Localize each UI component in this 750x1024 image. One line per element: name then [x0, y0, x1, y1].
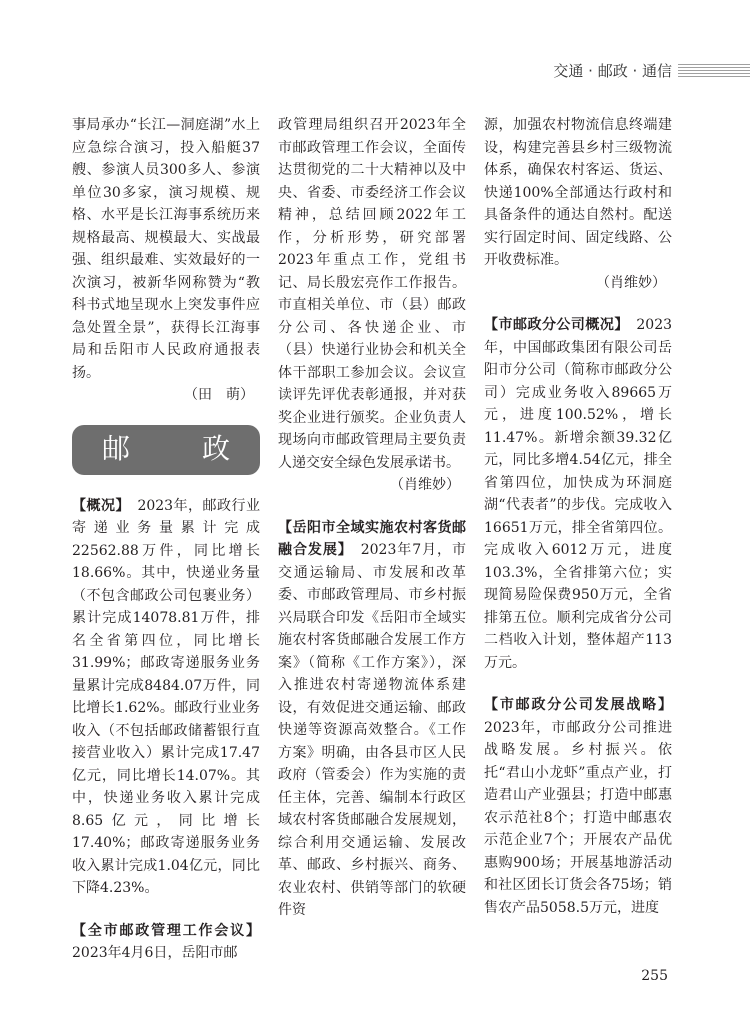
- entry-text: 2023年，中国邮政集团有限公司岳阳市分公司（简称市邮政分公司）完成业务收入89665万元，进度100.52%，增长11.47%。新增余额39.32亿元，同比多增4.54亿元，排全省第四位，加快成为环洞庭湖“代表者”的步伐。完成收入16651万元，排全省第四位。完成收入6012万元，进度103.3%，全省排第六位；实现简易险保费950万元，全省排第五位。顺利完成省分公司二档收入计划，整体超产113万元。: [484, 317, 673, 671]
- paragraph: 事局承办“长江—洞庭湖”水上应急综合演习，投入船艇37艘、参演人员300多人、参演单位30多家，演习规模、规格、水平是长江海事系统历来规格最高、规模最大、实战最强、组织最难、实效最好的一次演习，被新华网称赞为“教科书式地呈现水上突发事件应急处置全景”，获得长江海事局和岳阳市人民政府通报表扬。: [72, 117, 260, 381]
- spacer: [72, 900, 260, 920]
- spacer: [278, 497, 466, 517]
- section-title: 邮 政: [101, 432, 252, 466]
- paragraph: [278, 517, 466, 922]
- running-header-title: 交通 · 邮政 · 通信: [553, 62, 672, 80]
- entry-heading: 【岳阳市全域实施农村客货邮融合发展】: [278, 519, 466, 558]
- entry-text: 2023年7月，市交通运输局、市发展和改革委、市邮政管理局、市乡村振兴局联合印发《岳阳市全域实施农村客货邮融合发展工作方案》（简称《工作方案》），深入推进农村寄递物流体系建设，有效促进交通运输、邮政快递等资源高效整合。《工作方案》明确，由各县市区人民政府（管委会）作为实施的责任主体，完善、编制本行政区域农村客货邮融合发展规划，综合利用交通运输、发展改革、邮政、乡村振兴、商务、农业农村、供销等部门的软硬件资: [278, 542, 467, 918]
- entry-heading: 【市邮政分公司发展战略】: [484, 697, 672, 713]
- spacer: [484, 294, 672, 314]
- section-title-banner: [72, 425, 260, 475]
- text-column-2: [278, 114, 466, 922]
- author-credit: （田 萌）: [184, 387, 254, 403]
- paragraph: [484, 694, 672, 919]
- text-column-3: [484, 114, 672, 919]
- author-credit: （肖维妙）: [596, 274, 666, 291]
- paragraph: [72, 920, 260, 965]
- entry-text: 2023年4月6日，岳阳市邮: [72, 945, 238, 961]
- header-decoration: [678, 64, 750, 78]
- text-column-1: [72, 114, 260, 965]
- page-number: 255: [641, 968, 668, 984]
- entry-text: 2023年，邮政行业寄递业务量累计完成22562.88万件，同比增长18.66%。其中，快递业务量（不包含邮政公司包裹业务）累计完成14078.81万件，排名全省第四位，同比增长31.99%；邮政寄递服务业务量累计完成8484.07万件，同比增长1.62%。邮政行业业务收入（不包括邮政储蓄银行直接营业收入）累计完成17.47亿元，同比增长14.07%。其中，快递业务收入累计完成8.65亿元，同比增长17.40%；邮政寄递服务业务收入累计完成1.04亿元，同比下降4.23%。: [72, 497, 261, 896]
- paragraph: [484, 314, 672, 674]
- entry-heading: 【市邮政分公司概况】: [484, 317, 622, 333]
- entry-heading: 【概况】: [72, 497, 123, 514]
- author-credit: （肖维妙）: [390, 477, 460, 493]
- paragraph: 源，加强农村物流信息终端建设，构建完善县乡村三级物流体系，确保农村客运、货运、快递100%全部通达行政村和具备条件的通达自然村。配送实行固定时间、固定线路、公开收费标准。: [484, 117, 672, 268]
- spacer: [484, 674, 672, 694]
- paragraph: 政管理局组织召开2023年全市邮政管理工作会议，全面传达贯彻党的二十大精神以及中央、省委、市委经济工作会议精神，总结回顾2022年工作，分析形势，研究部署2023年重点工作，党组书记、局长殷宏亮作工作报告。市直相关单位、市（县）邮政分公司、各快递企业、市（县）快递行业协会和机关全体干部职工参加会议。会议宣读评先评优表彰通报，并对获奖企业进行颁奖。企业负责人现场向市邮政管理局主要负责人递交安全绿色发展承诺书。: [278, 117, 466, 471]
- paragraph: [72, 495, 260, 900]
- entry-heading: 【全市邮政管理工作会议】: [72, 922, 260, 939]
- entry-text: 2023年，市邮政分公司推进战略发展。乡村振兴。依托“君山小龙虾”重点产业，打造君山产业强县；打造中邮惠农示范社8个；打造中邮惠农示范企业7个；开展农产品优惠购900场；开展基地游活动和社区团长订货会各75场；销售农产品5058.5万元，进度: [484, 719, 672, 916]
